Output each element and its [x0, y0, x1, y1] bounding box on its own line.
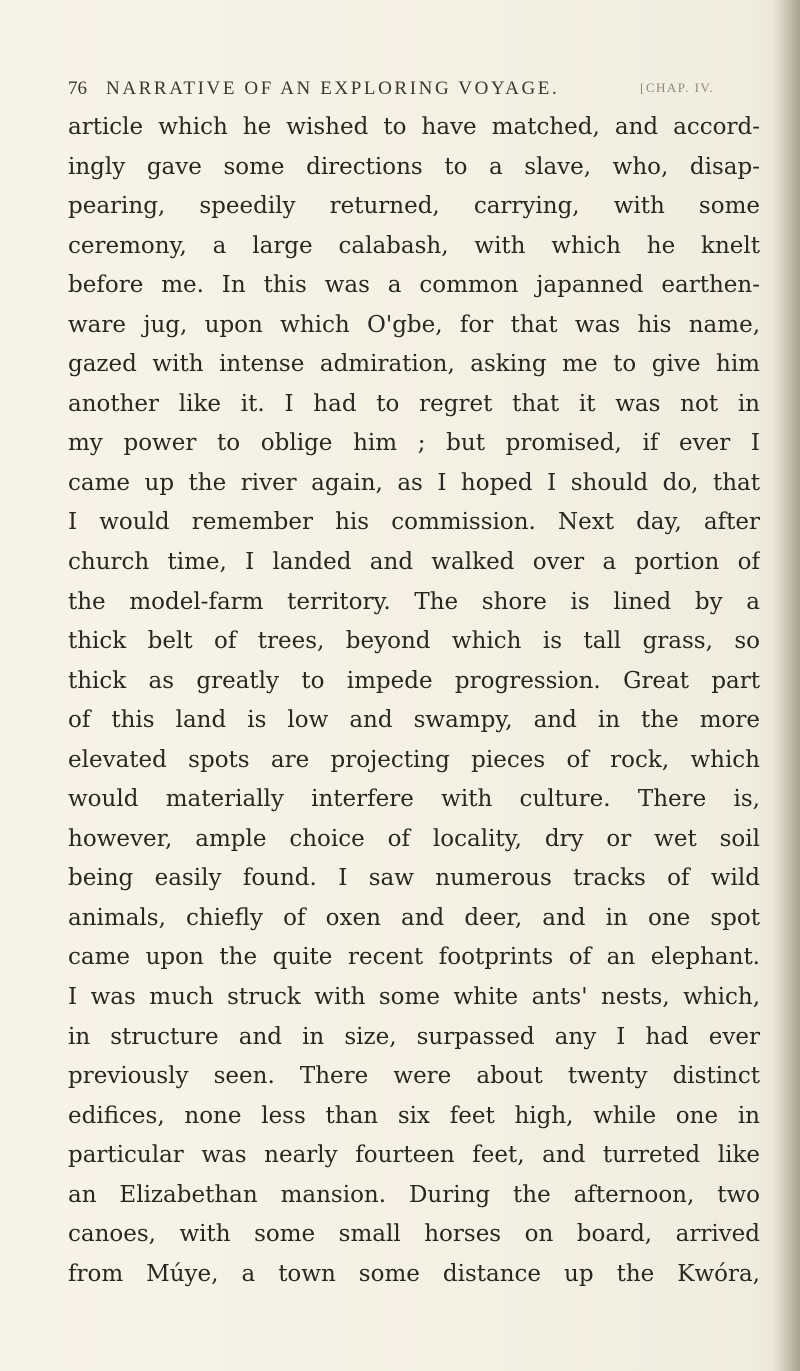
text-line: previously seen. There were about twenty distinct [68, 1063, 760, 1090]
body-text [68, 108, 760, 1294]
text-line: being easily found. I saw numerous tracks of wild [68, 865, 760, 892]
page-gutter-shadow [772, 0, 800, 1371]
text-line: ware jug, upon which O'gbe, for that was his name, [68, 311, 760, 338]
text-line: ingly gave some directions to a slave, who, disap- [68, 153, 760, 180]
text-line: particular was nearly fourteen feet, and turreted like [68, 1142, 760, 1169]
text-line: ceremony, a large calabash, with which he knelt [68, 232, 760, 259]
text-line: came upon the quite recent footprints of an elephant. [68, 944, 760, 971]
text-line: pearing, speedily returned, carrying, with some [68, 193, 760, 220]
text-line: from Múye, a town some distance up the Kwóra, [68, 1260, 760, 1287]
text-line: church time, I landed and walked over a portion of [68, 549, 760, 576]
chapter-mark: [CHAP. IV. [640, 80, 715, 95]
text-line: my power to oblige him ; but promised, if ever I [68, 430, 760, 457]
running-head [68, 78, 768, 108]
text-line: gazed with intense admiration, asking me to give him [68, 351, 760, 378]
text-line: article which he wished to have matched, and accord- [68, 114, 760, 140]
text-line: the model-farm territory. The shore is lined by a [68, 588, 760, 615]
text-line: would materially interfere with culture. There is, [68, 786, 760, 813]
page-number: 76 [68, 78, 87, 99]
text-line: animals, chiefly of oxen and deer, and in one spot [68, 904, 760, 931]
text-line: an Elizabethan mansion. During the afternoon, two [68, 1181, 760, 1208]
text-line: canoes, with some small horses on board, arrived [68, 1221, 760, 1248]
text-line: came up the river again, as I hoped I should do, that [68, 469, 760, 496]
text-line: thick as greatly to impede progression. Great part [68, 667, 760, 694]
running-title: NARRATIVE OF AN EXPLORING VOYAGE. [106, 78, 560, 99]
text-line: thick belt of trees, beyond which is tall grass, so [68, 628, 760, 655]
text-line: another like it. I had to regret that it was not in [68, 390, 760, 417]
text-line: elevated spots are projecting pieces of rock, which [68, 746, 760, 773]
text-line: I would remember his commission. Next day, after [68, 509, 760, 536]
text-line: I was much struck with some white ants' nests, which, [68, 984, 760, 1011]
text-line: however, ample choice of locality, dry or wet soil [68, 825, 760, 852]
text-line: edifices, none less than six feet high, while one in [68, 1102, 760, 1129]
text-line: before me. In this was a common japanned earthen- [68, 272, 760, 299]
text-line: of this land is low and swampy, and in the more [68, 707, 760, 734]
text-line: in structure and in size, surpassed any I had ever [68, 1023, 760, 1050]
